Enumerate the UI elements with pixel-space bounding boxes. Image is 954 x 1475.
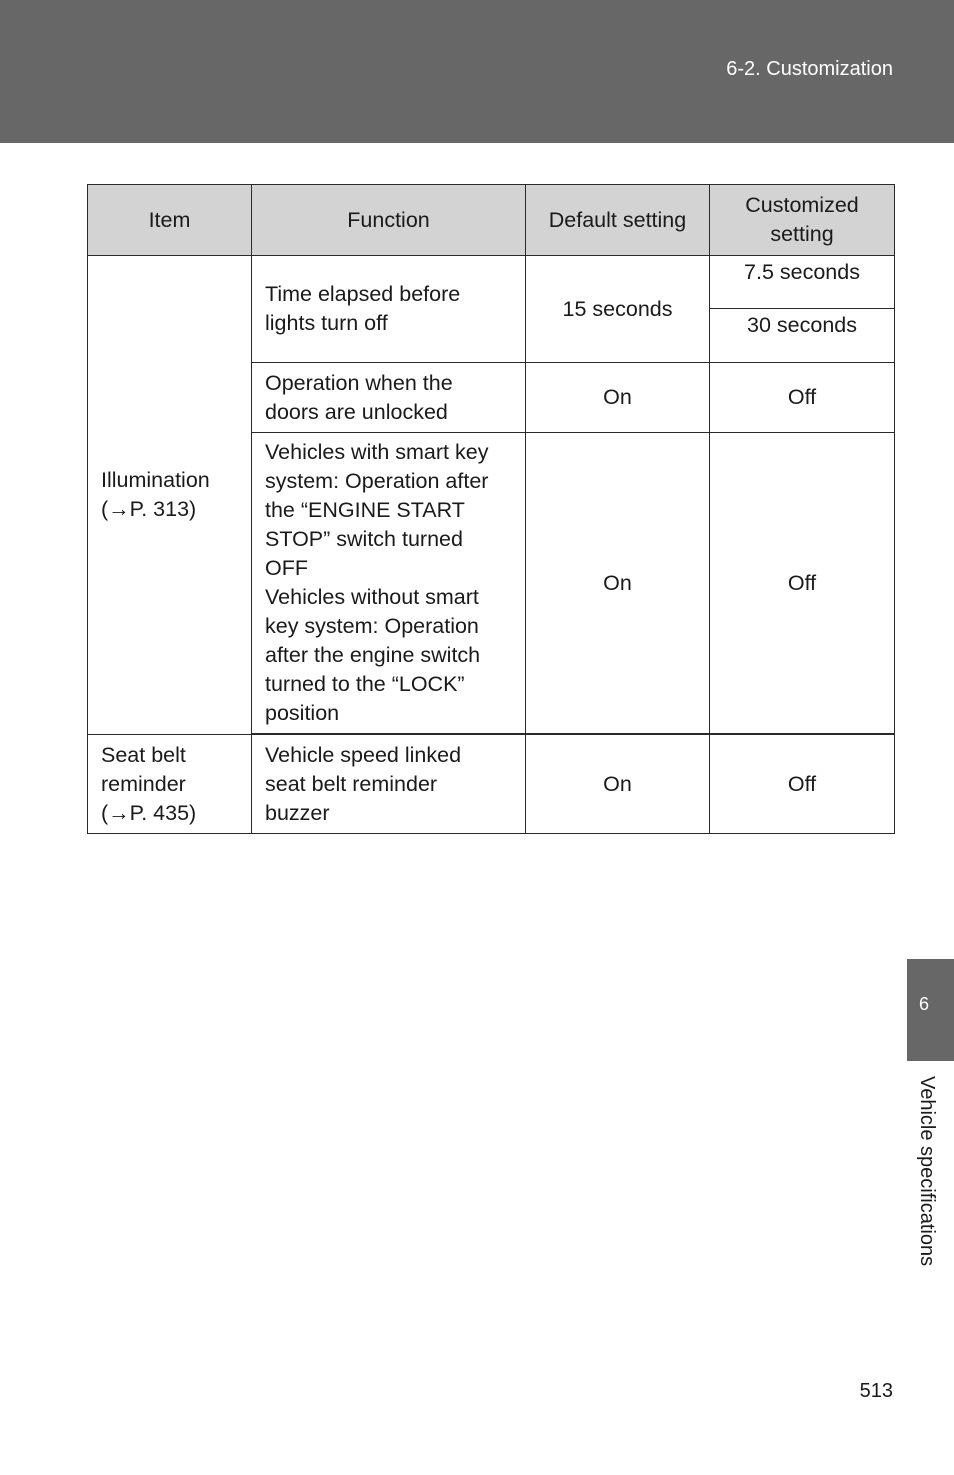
- custom-cell: 7.5 seconds: [710, 256, 895, 309]
- default-cell: On: [526, 363, 710, 433]
- chapter-number: 6: [918, 994, 929, 1014]
- function-cell: [252, 735, 526, 834]
- function-line: Operation when the: [265, 370, 453, 395]
- function-line: OFF: [265, 556, 308, 580]
- custom-cell: Off: [710, 735, 895, 834]
- default-cell: On: [526, 735, 710, 834]
- item-page-ref: (→P. 313): [101, 497, 197, 521]
- item-illumination: [88, 256, 252, 735]
- function-line: Vehicle speed linked: [265, 742, 462, 767]
- function-line: seat belt reminder: [265, 771, 438, 796]
- header-function: Function: [252, 185, 526, 256]
- function-line: system: Operation after: [265, 469, 489, 493]
- header-customized-line: Customized: [745, 193, 859, 217]
- function-line: after the engine switch: [265, 643, 481, 667]
- table-row: [88, 256, 895, 309]
- function-line: doors are unlocked: [265, 399, 448, 424]
- customization-table: [87, 184, 895, 834]
- function-line: STOP” switch turned: [265, 527, 463, 551]
- table-row: [88, 735, 895, 834]
- header-customized-line: setting: [770, 222, 834, 246]
- function-cell: [252, 433, 526, 734]
- item-page-ref: (→P. 435): [101, 800, 197, 825]
- item-label: reminder: [101, 771, 186, 796]
- custom-cell: Off: [710, 363, 895, 433]
- function-cell: [252, 256, 526, 363]
- item-seat-belt: [88, 735, 252, 834]
- function-line: buzzer: [265, 800, 330, 825]
- function-line: Vehicles with smart key: [265, 440, 489, 464]
- function-line: Time elapsed before: [265, 282, 461, 306]
- custom-cell: Off: [710, 433, 895, 734]
- function-cell: [252, 363, 526, 433]
- function-line: Vehicles without smart: [265, 585, 479, 609]
- chapter-label: Vehicle specifications: [916, 1076, 938, 1267]
- header-default-setting: Default setting: [526, 185, 710, 256]
- function-line: lights turn off: [265, 311, 388, 335]
- header-band: [0, 0, 954, 143]
- header-item: Item: [88, 185, 252, 256]
- function-line: key system: Operation: [265, 614, 479, 638]
- function-line: the “ENGINE START: [265, 498, 465, 522]
- page-number: 513: [859, 1380, 893, 1402]
- function-line: turned to the “LOCK”: [265, 672, 465, 696]
- default-cell: 15 seconds: [526, 256, 710, 363]
- section-title: 6-2. Customization: [726, 58, 893, 80]
- function-line: position: [265, 701, 340, 725]
- header-customized-setting: [710, 185, 895, 256]
- chapter-tab: [907, 959, 954, 1061]
- item-label: Seat belt: [101, 742, 186, 767]
- table-header-row: [88, 185, 895, 256]
- default-cell: On: [526, 433, 710, 734]
- item-label: Illumination: [101, 468, 210, 492]
- custom-cell: 30 seconds: [710, 309, 895, 363]
